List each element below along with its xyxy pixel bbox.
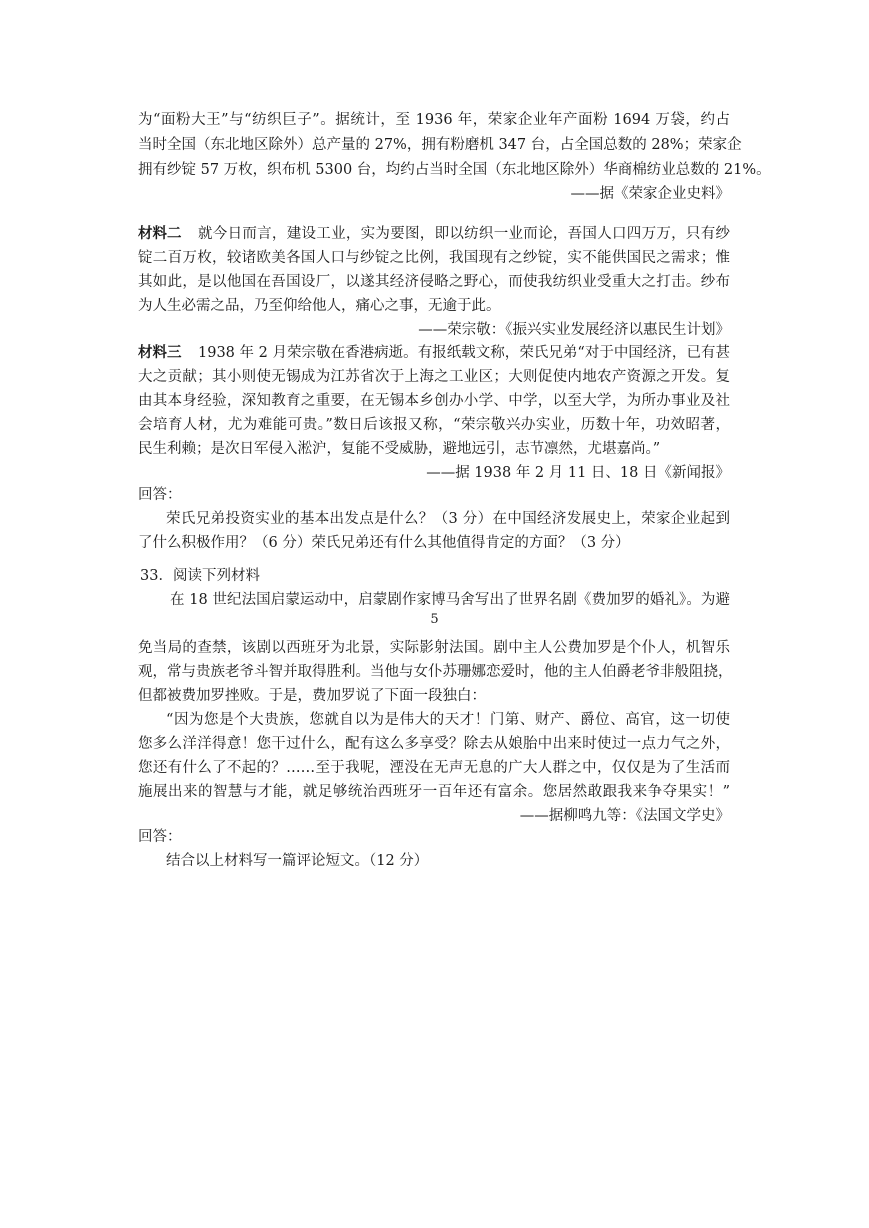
quote-line: 施展出来的智慧与才能，就足够统治西班牙一百年还有富余。您居然敢跟我来争夺果实！”	[138, 784, 730, 800]
text-line: 民生利赖；是次日军侵入淞沪，复能不受威胁，避地远引，志节凛然，尤堪嘉尚。”	[138, 441, 661, 457]
text-line: 为“面粉大王”与“纺织巨子”。据统计，至 1936 年，荣家企业年产面粉 1694 万袋，约占	[138, 112, 730, 128]
text-line: 锭二百万枚，较诸欧美各国人口与纱锭之比例，我国现有之纱锭，实不能供国民之需求；惟	[138, 250, 730, 266]
text-line: 大之贡献；其小则使无锡成为江苏省次于上海之工业区；大则促使内地农产资源之开发。复	[138, 369, 730, 385]
text-line: 拥有纱锭 57 万枚，织布机 5300 台，均约占当时全国（东北地区除外）华商棉纺业总数的 21%。	[138, 162, 771, 178]
text-line: 由其本身经验，深知教育之重要，在无锡本乡创办小学、中学，以至大学，为所办事业及社	[138, 393, 730, 409]
text-line: 为人生必需之品，乃至仰给他人，痛心之事，无逾于此。	[138, 298, 501, 314]
question-text: 荣氏兄弟投资实业的基本出发点是什么？（3 分）在中国经济发展史上，荣家企业起到	[166, 511, 730, 527]
text-line: 1938 年 2 月荣宗敬在香港病逝。有报纸载文称，荣氏兄弟“对于中国经济，已有甚	[198, 345, 730, 361]
quote-line: “因为您是个大贵族，您就自以为是伟大的天才！门第、财产、爵位、高官，这一切使	[166, 712, 730, 728]
text-line: 但都被费加罗挫败。于是，费加罗说了下面一段独白：	[138, 688, 486, 704]
text-line: 免当局的查禁，该剧以西班牙为北景，实际影射法国。剧中主人公费加罗是个仆人，机智乐	[138, 640, 730, 656]
citation: ——据《荣家企业史料》	[570, 186, 730, 202]
text-line: 在 18 世纪法国启蒙运动中，启蒙剧作家博马舍写出了世界名剧《费加罗的婚礼》。为避	[170, 592, 730, 608]
text-line: 会培育人材，尤为难能可贵。”数日后该报又称，“荣宗敬兴办实业，历数十年，功效昭著，	[138, 417, 730, 433]
text-line: 其如此，是以他国在吾国设厂，以遂其经济侵略之野心，而使我纺织业受重大之打击。纱布	[138, 274, 730, 290]
citation: ——据柳鸣九等：《法国文学史》	[519, 808, 730, 824]
material-3-label: 材料三	[138, 344, 182, 361]
answer-label: 回答：	[138, 829, 182, 845]
citation: ——荣宗敬：《振兴实业发展经济以惠民生计划》	[418, 322, 730, 338]
citation: ——据 1938 年 2 月 11 日、18 日《新闻报》	[426, 465, 730, 481]
question-text: 结合以上材料写一篇评论短文。（12 分）	[166, 853, 429, 869]
text-line: 当时全国（东北地区除外）总产量的 27%，拥有粉磨机 347 台，占全国总数的 28%；荣家企	[138, 137, 742, 153]
quote-line: 您多么洋洋得意！您干过什么，配有这么多享受？除去从娘胎中出来时使过一点力气之外，	[138, 736, 730, 752]
material-2-label: 材料二	[138, 225, 182, 242]
quote-line: 您还有什么了不起的？……至于我呢，湮没在无声无息的广大人群之中，仅仅是为了生活而	[138, 760, 730, 776]
answer-label: 回答：	[138, 487, 182, 503]
text-line: 观，常与贵族老爷斗智并取得胜利。当他与女仆苏珊娜恋爱时，他的主人伯爵老爷非般阻挠，	[138, 664, 733, 680]
question-number: 33．阅读下列材料	[140, 568, 260, 584]
page-number: 5	[430, 612, 439, 627]
text-line: 就今日而言，建设工业，实为要图，即以纺织一业而论，吾国人口四万万，只有纱	[198, 226, 730, 242]
question-text: 了什么积极作用？（6 分）荣氏兄弟还有什么其他值得肯定的方面？（3 分）	[138, 535, 630, 551]
